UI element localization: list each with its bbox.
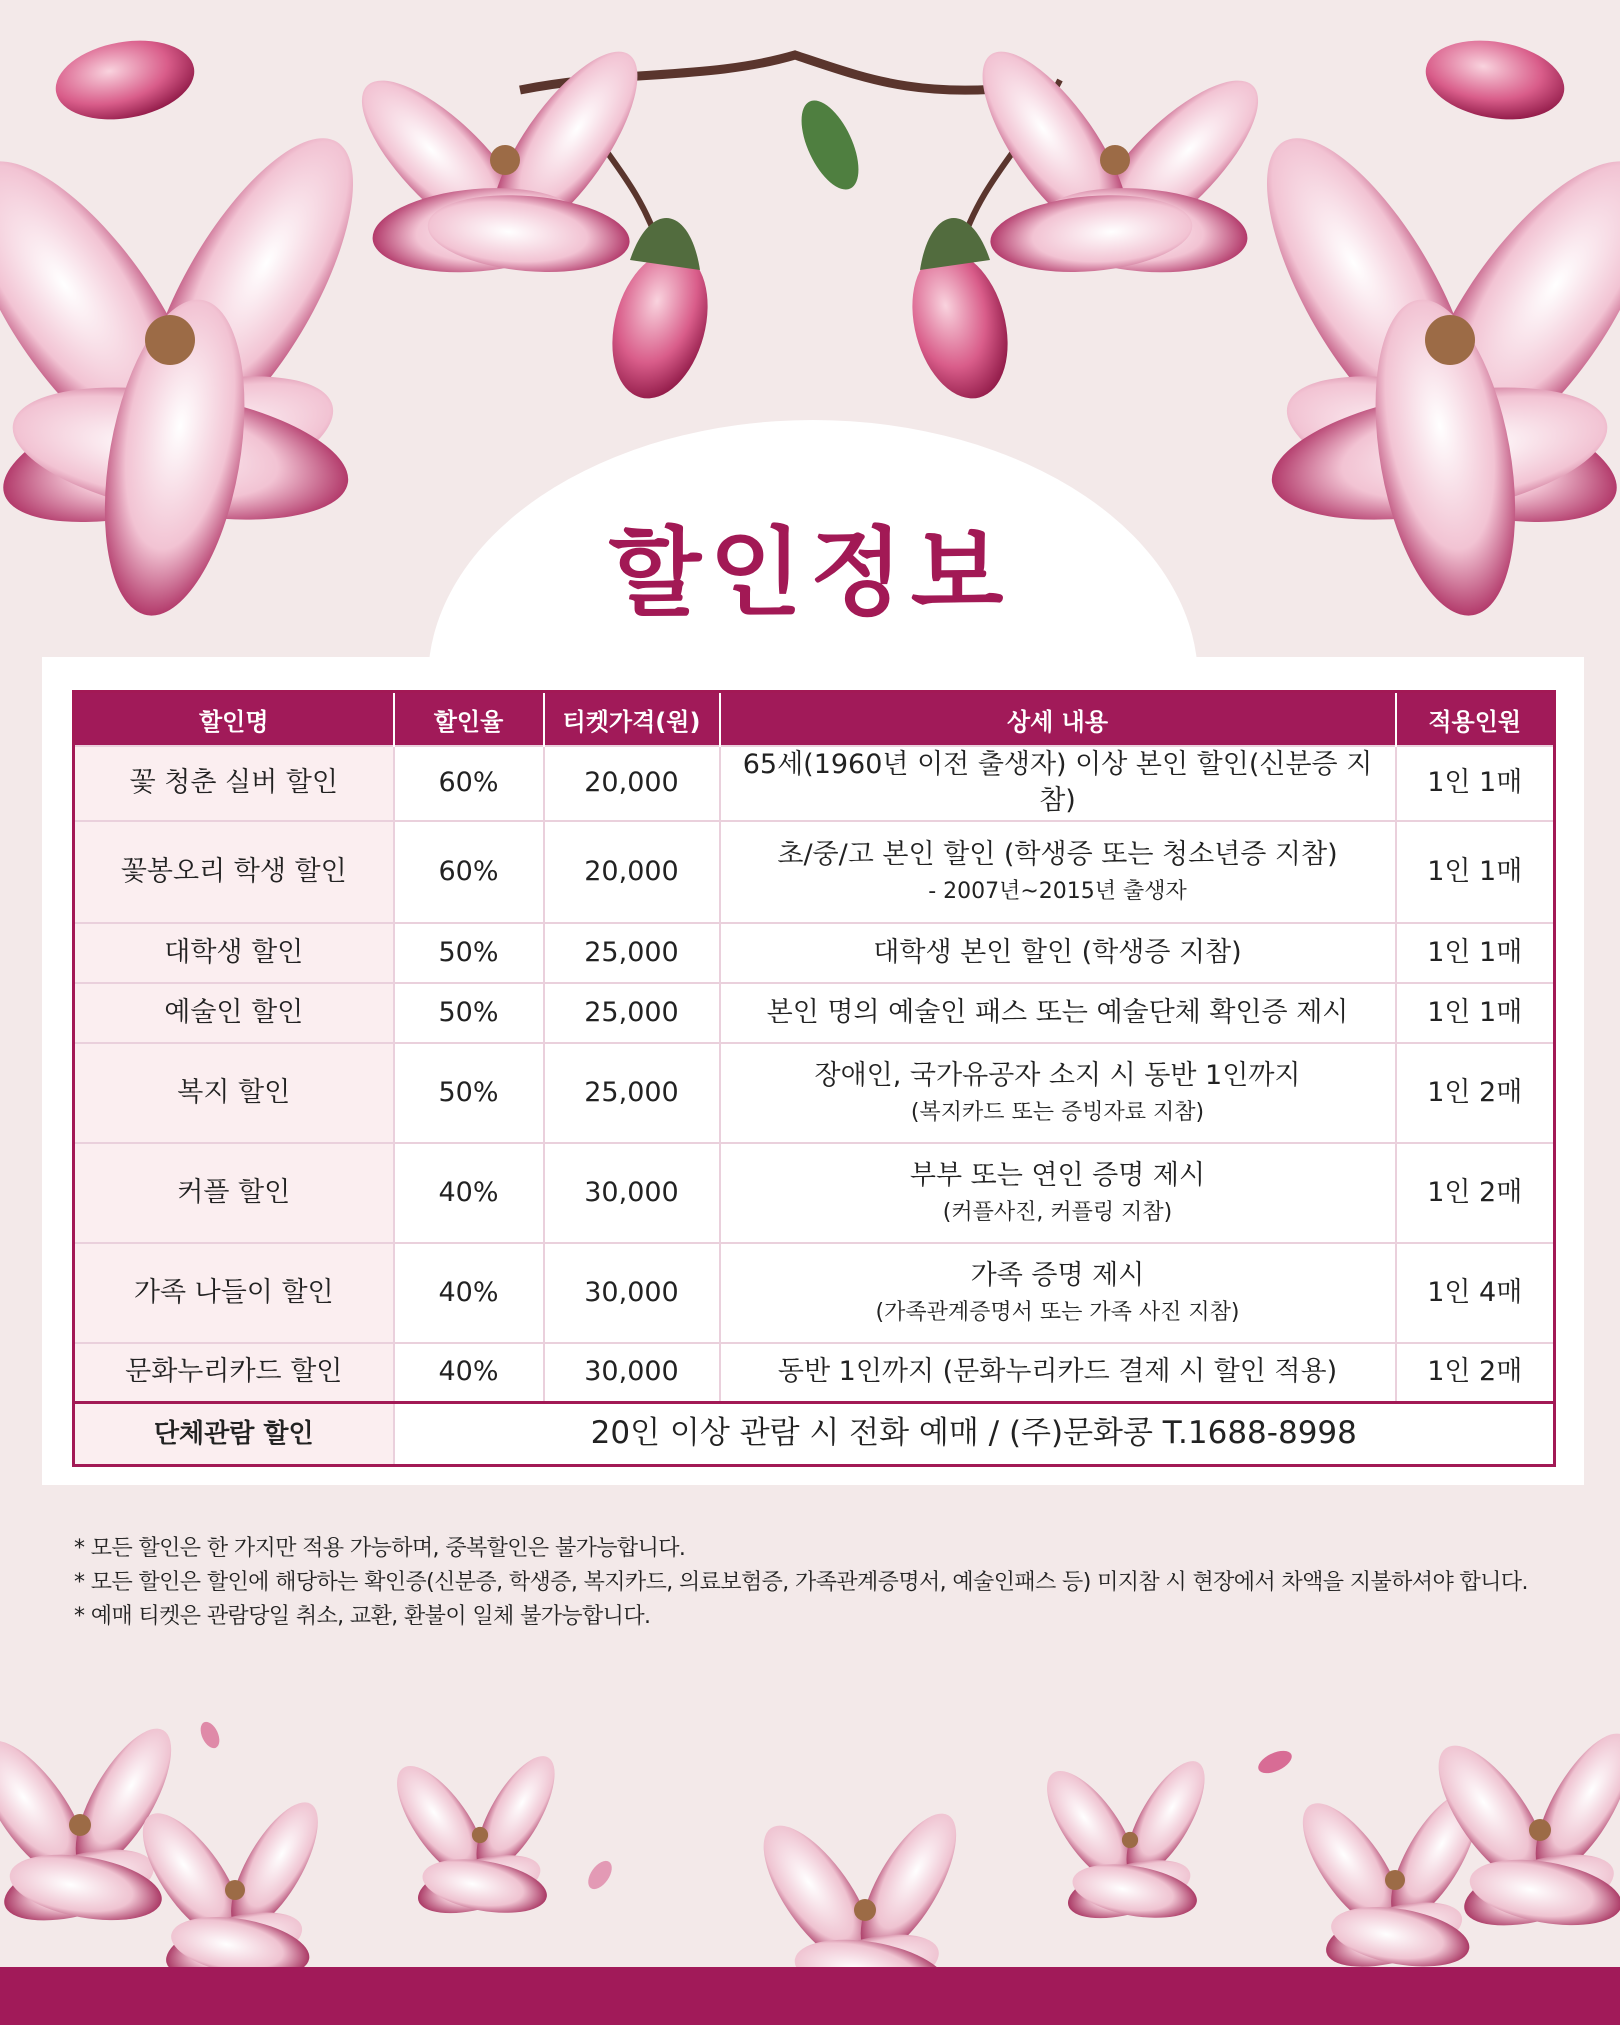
column-header-people: 적용인원 bbox=[1396, 692, 1555, 747]
ticket-price: 25,000 bbox=[544, 1043, 720, 1143]
discount-detail-sub: (커플사진, 커플링 지참) bbox=[942, 1200, 1173, 1226]
group-discount-row bbox=[74, 1403, 1555, 1466]
column-header-detail: 상세 내용 bbox=[720, 692, 1396, 747]
group-discount-detail: 20인 이상 관람 시 전화 예매 / (주)문화콩 T.1688-8998 bbox=[394, 1403, 1555, 1466]
bottom-accent-bar bbox=[0, 1967, 1620, 2025]
applicable-people: 1인 4매 bbox=[1396, 1243, 1555, 1343]
discount-detail bbox=[720, 1143, 1396, 1243]
note-item: * 모든 할인은 한 가지만 적용 가능하며, 중복할인은 불가능합니다. bbox=[74, 1536, 686, 1561]
discount-detail bbox=[720, 983, 1396, 1043]
note-item: * 예매 티켓은 관람당일 취소, 교환, 환불이 일체 불가능합니다. bbox=[74, 1604, 651, 1629]
discount-detail bbox=[720, 1343, 1396, 1403]
applicable-people: 1인 1매 bbox=[1396, 821, 1555, 923]
table-row bbox=[74, 821, 1555, 923]
applicable-people: 1인 1매 bbox=[1396, 923, 1555, 983]
ticket-price: 20,000 bbox=[544, 746, 720, 821]
applicable-people: 1인 2매 bbox=[1396, 1043, 1555, 1143]
ticket-price: 25,000 bbox=[544, 923, 720, 983]
column-header-price: 티켓가격(원) bbox=[544, 692, 720, 747]
table-row bbox=[74, 746, 1555, 821]
applicable-people: 1인 2매 bbox=[1396, 1343, 1555, 1403]
discount-detail bbox=[720, 746, 1396, 821]
discount-detail-main: 65세(1960년 이전 출생자) 이상 본인 할인(신분증 지참) bbox=[742, 749, 1373, 817]
discount-table bbox=[72, 690, 1556, 1467]
discount-detail-main: 대학생 본인 할인 (학생증 지참) bbox=[873, 936, 1242, 968]
discount-rate: 40% bbox=[394, 1143, 544, 1243]
discount-rate: 40% bbox=[394, 1343, 544, 1403]
table-row bbox=[74, 983, 1555, 1043]
discount-name: 꽃봉오리 학생 할인 bbox=[74, 821, 394, 923]
discount-detail-main: 장애인, 국가유공자 소지 시 동반 1인까지 bbox=[814, 1059, 1301, 1091]
table-header-row bbox=[74, 692, 1555, 747]
discount-detail-main: 부부 또는 연인 증명 제시 bbox=[909, 1159, 1206, 1191]
discount-rate: 60% bbox=[394, 746, 544, 821]
ticket-price: 30,000 bbox=[544, 1243, 720, 1343]
discount-detail-main: 초/중/고 본인 할인 (학생증 또는 청소년증 지참) bbox=[777, 838, 1338, 870]
discount-detail-sub: (복지카드 또는 증빙자료 지참) bbox=[910, 1100, 1205, 1126]
discount-detail-sub: - 2007년~2015년 출생자 bbox=[928, 879, 1187, 905]
discount-name: 예술인 할인 bbox=[74, 983, 394, 1043]
discount-name: 꽃 청춘 실버 할인 bbox=[74, 746, 394, 821]
page-title: 할인정보 bbox=[608, 515, 1012, 629]
table-row bbox=[74, 923, 1555, 983]
note-item: * 모든 할인은 할인에 해당하는 확인증(신분증, 학생증, 복지카드, 의료보험증, 가족관계증명서, 예술인패스 등) 미지참 시 현장에서 차액을 지불하셔야 합니다. bbox=[74, 1570, 1528, 1595]
table-row bbox=[74, 1043, 1555, 1143]
discount-detail bbox=[720, 923, 1396, 983]
ticket-price: 30,000 bbox=[544, 1143, 720, 1243]
discount-rate: 50% bbox=[394, 1043, 544, 1143]
discount-detail-main: 동반 1인까지 (문화누리카드 결제 시 할인 적용) bbox=[777, 1356, 1338, 1388]
discount-name: 대학생 할인 bbox=[74, 923, 394, 983]
discount-rate: 50% bbox=[394, 923, 544, 983]
group-discount-name: 단체관람 할인 bbox=[74, 1403, 394, 1466]
ticket-price: 25,000 bbox=[544, 983, 720, 1043]
discount-rate: 40% bbox=[394, 1243, 544, 1343]
discount-detail bbox=[720, 1043, 1396, 1143]
discount-notes bbox=[74, 1532, 1574, 1634]
ticket-price: 30,000 bbox=[544, 1343, 720, 1403]
discount-detail-sub: (가족관계증명서 또는 가족 사진 지참) bbox=[875, 1300, 1240, 1326]
table-row bbox=[74, 1143, 1555, 1243]
discount-detail-main: 가족 증명 제시 bbox=[970, 1259, 1145, 1291]
applicable-people: 1인 1매 bbox=[1396, 983, 1555, 1043]
ticket-price: 20,000 bbox=[544, 821, 720, 923]
discount-detail bbox=[720, 821, 1396, 923]
applicable-people: 1인 2매 bbox=[1396, 1143, 1555, 1243]
discount-rate: 60% bbox=[394, 821, 544, 923]
discount-name: 가족 나들이 할인 bbox=[74, 1243, 394, 1343]
discount-rate: 50% bbox=[394, 983, 544, 1043]
discount-name: 복지 할인 bbox=[74, 1043, 394, 1143]
column-header-rate: 할인율 bbox=[394, 692, 544, 747]
column-header-name: 할인명 bbox=[74, 692, 394, 747]
discount-name: 커플 할인 bbox=[74, 1143, 394, 1243]
discount-detail-main: 본인 명의 예술인 패스 또는 예술단체 확인증 제시 bbox=[766, 996, 1349, 1028]
table-row bbox=[74, 1243, 1555, 1343]
discount-detail bbox=[720, 1243, 1396, 1343]
applicable-people: 1인 1매 bbox=[1396, 746, 1555, 821]
table-row bbox=[74, 1343, 1555, 1403]
discount-name: 문화누리카드 할인 bbox=[74, 1343, 394, 1403]
